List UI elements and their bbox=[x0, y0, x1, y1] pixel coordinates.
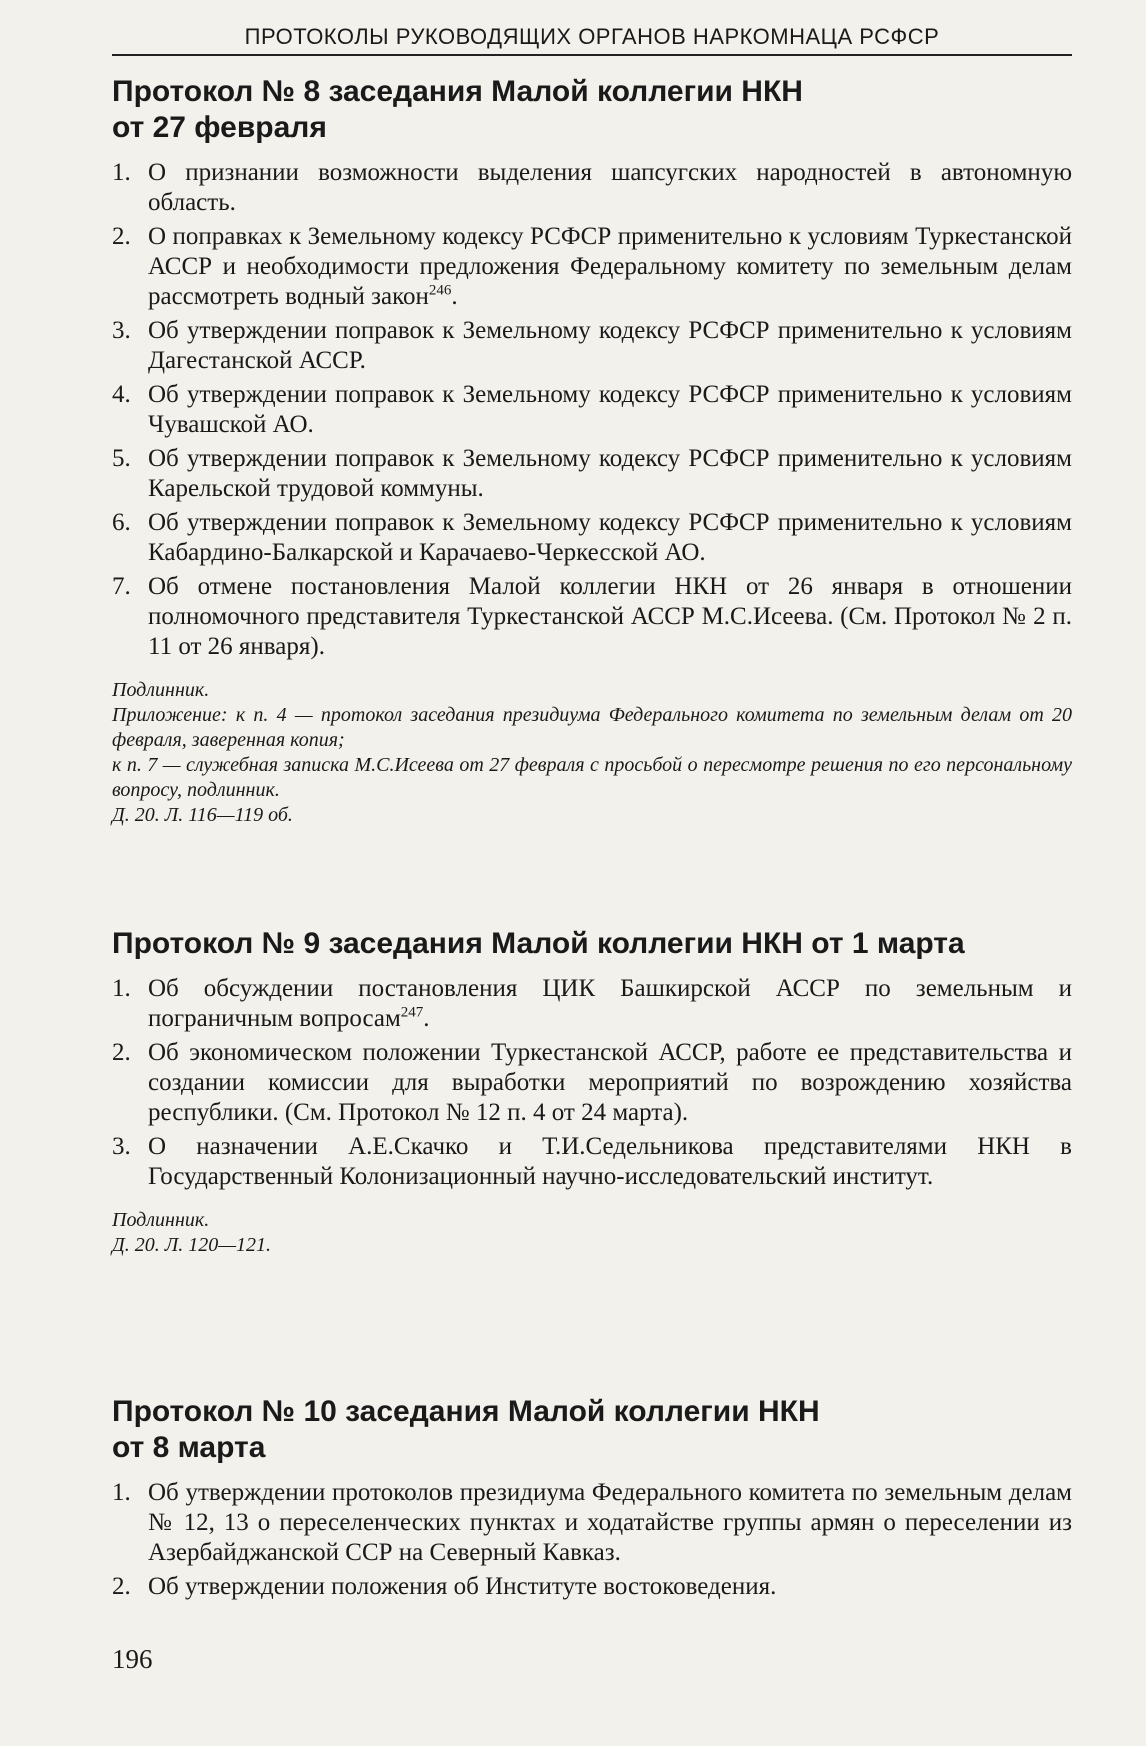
list-item: 3. Об утверждении поправок к Земельному кодексу РСФСР применительно к условиям Дагестанской АССР. bbox=[112, 317, 1072, 374]
source-note: Подлинник. bbox=[112, 1209, 210, 1231]
appendix-note: к п. 7 — служебная записка М.С.Исеева от 27 февраля с просьбой о пересмотре решения по его персональному вопросу, подлинник. bbox=[112, 754, 1072, 801]
protocol-9-section bbox=[112, 926, 1072, 1258]
protocol-10-title-line1: Протокол № 10 заседания Малой коллегии НКН bbox=[112, 1395, 820, 1428]
document-page bbox=[112, 24, 1072, 1724]
protocol-8-title-line1: Протокол № 8 заседания Малой коллегии НКН bbox=[112, 75, 803, 108]
appendix-note: Приложение: к п. 4 — протокол заседания президиума Федерального комитета по земельным делам от 20 февраля, заверенная копия; bbox=[112, 704, 1072, 751]
protocol-10-title bbox=[112, 1394, 1072, 1466]
protocol-10-title-line2: от 8 марта bbox=[112, 1431, 266, 1464]
protocol-9-title: Протокол № 9 заседания Малой коллегии НКН от 1 марта bbox=[112, 927, 965, 960]
protocol-8-section bbox=[112, 74, 1072, 828]
list-item: 3. О назначении А.Е.Скачко и Т.И.Седельникова представителями НКН в Государственный Колонизационный научно-исследовательский институт. bbox=[112, 1133, 1072, 1190]
list-item: 2. Об утверждении положения об Институте востоковедения. bbox=[112, 1573, 777, 1600]
page-number: 196 bbox=[112, 1644, 153, 1674]
footnote-ref: 247 bbox=[400, 1004, 424, 1021]
archive-reference: Д. 20. Л. 116—119 об. bbox=[112, 804, 293, 826]
list-item: 1. Об обсуждении постановления ЦИК Башкирской АССР по земельным и пограничным вопросам$^{247}$. bbox=[112, 975, 1072, 1032]
protocol-9-items bbox=[112, 974, 1072, 1192]
running-head: ПРОТОКОЛЫ РУКОВОДЯЩИХ ОРГАНОВ НАРКОМНАЦА РСФСР bbox=[112, 24, 1072, 56]
protocol-8-title bbox=[112, 74, 1072, 146]
list-item: 1. О признании возможности выделения шапсугских народностей в автономную область. bbox=[112, 159, 1072, 216]
protocol-10-section bbox=[112, 1394, 1072, 1606]
list-item: 1. Об утверждении протоколов президиума Федерального комитета по земельным делам № 12, 13 о переселенческих пунктах и ходатайстве группы армян о переселении из Азербайджанской ССР на Северный Кавказ. bbox=[112, 1479, 1072, 1566]
list-item: 2. Об экономическом положении Туркестанской АССР, работе ее представительства и создании комиссии для выработки мероприятий по возрождению хозяйства республики. (См. Протокол № 12 п. 4 от 24 марта). bbox=[112, 1039, 1072, 1126]
list-item: 5. Об утверждении поправок к Земельному кодексу РСФСР применительно к условиям Карельской трудовой коммуны. bbox=[112, 445, 1072, 502]
source-note: Подлинник. bbox=[112, 679, 210, 701]
list-item: 2. О поправках к Земельному кодексу РСФСР применительно к условиям Туркестанской АССР и необходимости предложения Федеральному комитету по земельным делам рассмотреть водный закон$^{246}$. bbox=[112, 223, 1072, 310]
footnote-ref: 246 bbox=[428, 282, 452, 299]
protocol-10-items bbox=[112, 1478, 1072, 1602]
list-item: 6. Об утверждении поправок к Земельному кодексу РСФСР применительно к условиям Кабардино-Балкарской и Карачаево-Черкесской АО. bbox=[112, 509, 1072, 566]
protocol-8-items bbox=[112, 158, 1072, 662]
list-item: 7. Об отмене постановления Малой коллегии НКН от 26 января в отношении полномочного представителя Туркестанской АССР М.С.Исеева. (См. Протокол № 2 п. 11 от 26 января). bbox=[112, 573, 1072, 660]
list-item: 4. Об утверждении поправок к Земельному кодексу РСФСР применительно к условиям Чувашской АО. bbox=[112, 381, 1072, 438]
protocol-8-title-line2: от 27 февраля bbox=[112, 111, 327, 144]
archive-reference: Д. 20. Л. 120—121. bbox=[112, 1234, 272, 1256]
